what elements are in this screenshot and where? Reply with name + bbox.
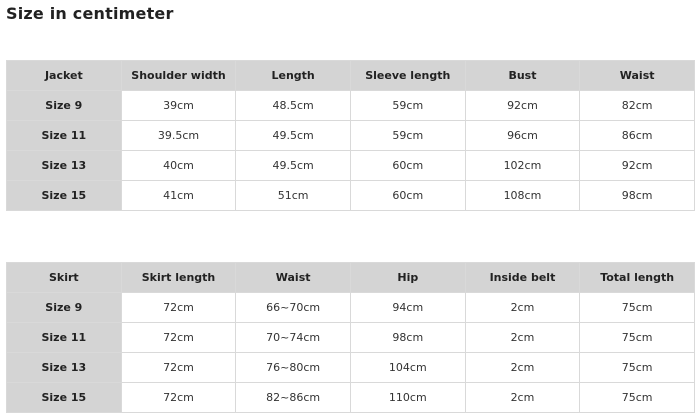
row-label-cell: Size 11: [7, 323, 122, 353]
header-cell-jacket: Jacket: [7, 61, 122, 91]
table-cell: 59cm: [350, 121, 465, 151]
table-cell: 2cm: [465, 383, 580, 413]
table-cell: 82~86cm: [236, 383, 351, 413]
table-cell: 49.5cm: [236, 151, 351, 181]
table-cell: 75cm: [580, 323, 695, 353]
table-cell: 76~80cm: [236, 353, 351, 383]
table-row: [7, 91, 695, 121]
header-cell-hip: Hip: [350, 263, 465, 293]
header-cell-skirt-length: Skirt length: [121, 263, 236, 293]
table-row: [7, 181, 695, 211]
table-cell: 49.5cm: [236, 121, 351, 151]
table-cell: 2cm: [465, 353, 580, 383]
table-cell: 66~70cm: [236, 293, 351, 323]
table-cell: 92cm: [580, 151, 695, 181]
table-cell: 39cm: [121, 91, 236, 121]
table-cell: 2cm: [465, 293, 580, 323]
table-row: [7, 383, 695, 413]
row-label-cell: Size 13: [7, 353, 122, 383]
table-cell: 110cm: [350, 383, 465, 413]
table-header-row: [7, 263, 695, 293]
table-row: [7, 151, 695, 181]
table-cell: 108cm: [465, 181, 580, 211]
table-cell: 48.5cm: [236, 91, 351, 121]
table-cell: 72cm: [121, 383, 236, 413]
table-cell: 98cm: [580, 181, 695, 211]
table-cell: 75cm: [580, 353, 695, 383]
header-cell-skirt: Skirt: [7, 263, 122, 293]
table-cell: 92cm: [465, 91, 580, 121]
header-cell-length: Length: [236, 61, 351, 91]
page-title: Size in centimeter: [6, 4, 174, 23]
header-cell-bust: Bust: [465, 61, 580, 91]
table-cell: 41cm: [121, 181, 236, 211]
table-cell: 70~74cm: [236, 323, 351, 353]
table-row: [7, 121, 695, 151]
header-cell-shoulder-width: Shoulder width: [121, 61, 236, 91]
table-cell: 102cm: [465, 151, 580, 181]
table-cell: 40cm: [121, 151, 236, 181]
table-cell: 51cm: [236, 181, 351, 211]
table-cell: 39.5cm: [121, 121, 236, 151]
table-cell: 59cm: [350, 91, 465, 121]
table-cell: 60cm: [350, 151, 465, 181]
header-cell-waist: Waist: [580, 61, 695, 91]
table-header-row: [7, 61, 695, 91]
table-row: [7, 293, 695, 323]
header-cell-total-length: Total length: [580, 263, 695, 293]
table-cell: 96cm: [465, 121, 580, 151]
row-label-cell: Size 15: [7, 181, 122, 211]
row-label-cell: Size 9: [7, 91, 122, 121]
table-cell: 72cm: [121, 293, 236, 323]
table-cell: 72cm: [121, 353, 236, 383]
row-label-cell: Size 15: [7, 383, 122, 413]
table-cell: 75cm: [580, 293, 695, 323]
table-cell: 104cm: [350, 353, 465, 383]
table-row: [7, 323, 695, 353]
table-row: [7, 353, 695, 383]
row-label-cell: Size 13: [7, 151, 122, 181]
header-cell-waist: Waist: [236, 263, 351, 293]
header-cell-inside-belt: Inside belt: [465, 263, 580, 293]
table-cell: 72cm: [121, 323, 236, 353]
row-label-cell: Size 9: [7, 293, 122, 323]
header-cell-sleeve-length: Sleeve length: [350, 61, 465, 91]
table-cell: 94cm: [350, 293, 465, 323]
table-cell: 82cm: [580, 91, 695, 121]
table-cell: 2cm: [465, 323, 580, 353]
skirt-size-table: [6, 262, 695, 413]
table-cell: 60cm: [350, 181, 465, 211]
jacket-size-table: [6, 60, 695, 211]
table-cell: 75cm: [580, 383, 695, 413]
table-cell: 98cm: [350, 323, 465, 353]
table-cell: 86cm: [580, 121, 695, 151]
row-label-cell: Size 11: [7, 121, 122, 151]
